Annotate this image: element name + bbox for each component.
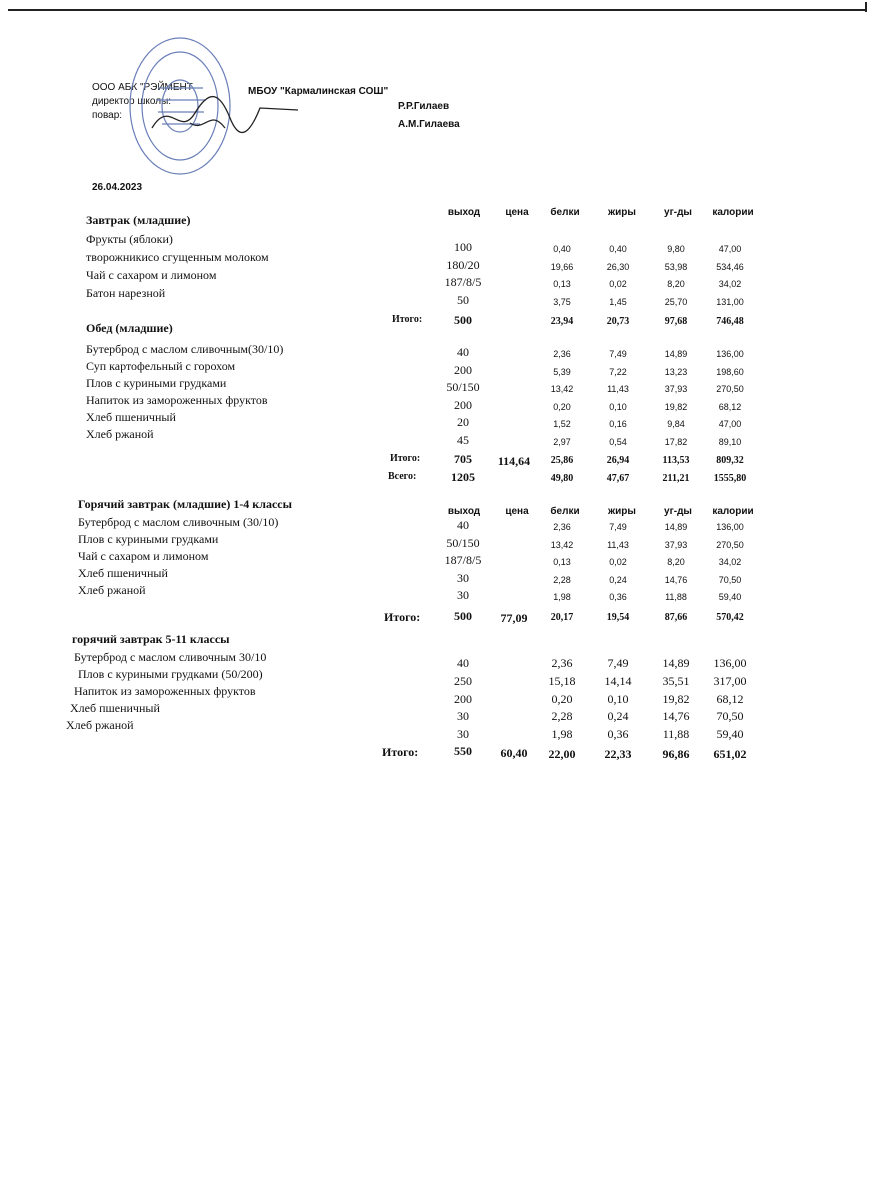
cell-protein: 13,42: [550, 384, 574, 394]
dish-name: Хлеб ржаной: [78, 583, 146, 597]
cell-output: 50: [457, 292, 469, 307]
director-label: директор школы:: [92, 96, 172, 107]
dish-name: Напиток из замороженных фруктов: [74, 684, 256, 698]
cell-protein: 3,75: [553, 296, 571, 307]
total-kcal: 809,32: [716, 455, 744, 466]
cell-kcal: 136,00: [716, 522, 744, 532]
cell-output: 30: [457, 727, 469, 742]
cell-carbs: 8,20: [667, 279, 685, 289]
cell-kcal: 59,40: [718, 592, 742, 602]
total-kcal: 570,42: [716, 612, 744, 623]
org-line: ООО АБК "РЭЙМЕНТ: [92, 82, 193, 93]
cell-fat: 26,30: [606, 261, 630, 272]
cell-protein: 0,13: [553, 279, 571, 289]
cell-protein: 0,13: [553, 557, 571, 567]
dish-name: Батон нарезной: [86, 286, 166, 300]
cell-carbs: 14,89: [664, 522, 688, 532]
page-corner-mark: [865, 2, 867, 12]
cell-kcal: 34,02: [718, 557, 742, 567]
column-header-protein: белки: [550, 506, 580, 517]
total-carbs: 87,66: [664, 612, 688, 623]
grand-total-fat: 47,67: [606, 473, 630, 484]
dish-name: Плов с куриными грудками: [78, 532, 219, 546]
total-protein: 20,17: [550, 612, 574, 623]
cell-protein: 2,36: [551, 656, 573, 670]
dish-name: Фрукты (яблоки): [86, 232, 173, 246]
column-header-price: цена: [505, 207, 529, 218]
total-price: 60,40: [500, 746, 528, 760]
cell-kcal: 270,50: [716, 539, 744, 550]
cell-carbs: 13,23: [664, 366, 688, 377]
total-carbs: 97,68: [664, 316, 688, 327]
cell-protein: 2,36: [553, 522, 571, 532]
dish-name: Чай с сахаром и лимоном: [78, 549, 209, 563]
dish-name: Бутерброд с маслом сливочным(30/10): [86, 342, 284, 356]
cell-fat: 7,49: [609, 522, 627, 532]
cell-output: 200: [454, 362, 472, 377]
cell-kcal: 89,10: [718, 436, 742, 447]
cell-kcal: 270,50: [716, 384, 744, 394]
cell-fat: 0,36: [607, 727, 629, 742]
dish-name: творожникисо сгущенным молоком: [86, 250, 269, 264]
total-label: Итого:: [384, 610, 421, 624]
cell-protein: 2,28: [553, 574, 571, 585]
cell-kcal: 131,00: [716, 296, 744, 307]
cell-fat: 11,43: [607, 539, 629, 550]
cell-output: 40: [457, 656, 469, 670]
cell-carbs: 35,51: [662, 673, 690, 688]
total-protein: 25,86: [550, 455, 574, 466]
cook-name: А.М.Гилаева: [398, 119, 460, 130]
cell-carbs: 14,76: [664, 574, 688, 585]
dish-name: Хлеб ржаной: [86, 427, 154, 441]
total-carbs: 96,86: [662, 747, 690, 761]
cell-carbs: 14,89: [664, 349, 688, 359]
cell-carbs: 9,84: [667, 419, 685, 429]
cell-output: 30: [457, 588, 469, 602]
total-kcal: 746,48: [716, 316, 744, 327]
cell-kcal: 34,02: [718, 279, 742, 289]
cell-protein: 15,18: [548, 673, 576, 688]
cell-protein: 0,20: [553, 401, 571, 412]
approval-date: 26.04.2023: [92, 182, 143, 193]
cell-output: 30: [457, 709, 469, 724]
cell-carbs: 14,89: [662, 656, 690, 670]
cell-fat: 7,49: [607, 656, 629, 670]
cell-fat: 0,16: [609, 419, 627, 429]
total-fat: 26,94: [606, 455, 630, 466]
cell-protein: 0,20: [551, 691, 573, 706]
cell-carbs: 8,20: [667, 557, 685, 567]
cell-output: 100: [454, 240, 472, 254]
cell-kcal: 47,00: [718, 419, 742, 429]
dish-name: Бутерброд с маслом сливочным (30/10): [78, 515, 279, 529]
dish-name: Суп картофельный с горохом: [86, 359, 236, 373]
cell-output: 45: [457, 432, 469, 447]
dish-name: Хлеб пшеничный: [70, 701, 160, 715]
cell-fat: 7,22: [609, 366, 627, 377]
cell-kcal: 47,00: [718, 244, 742, 254]
cell-carbs: 37,93: [664, 384, 688, 394]
dish-name: Бутерброд с маслом сливочным 30/10: [74, 650, 267, 664]
dish-name: Напиток из замороженных фруктов: [86, 393, 268, 407]
total-price: 114,64: [497, 454, 531, 468]
cell-output: 20: [457, 415, 469, 429]
cell-carbs: 19,82: [662, 691, 690, 706]
total-fat: 20,73: [606, 316, 630, 327]
column-header-price: цена: [505, 506, 529, 517]
cell-output: 200: [454, 691, 472, 706]
column-header-fat: жиры: [608, 506, 636, 517]
total-label: Итого:: [390, 453, 421, 464]
cell-protein: 2,97: [553, 436, 571, 447]
cell-protein: 19,66: [550, 261, 574, 272]
page-border-line: [8, 9, 866, 11]
total-fat: 19,54: [606, 612, 630, 623]
section-title: Завтрак (младшие): [86, 213, 191, 227]
cell-kcal: 68,12: [716, 691, 744, 706]
column-header-kcal: калории: [712, 506, 754, 517]
cell-kcal: 136,00: [713, 656, 747, 670]
section-title: Обед (младшие): [86, 321, 173, 335]
total-label: Итого:: [382, 745, 419, 759]
cell-protein: 0,40: [553, 244, 571, 254]
cell-fat: 7,49: [609, 349, 627, 359]
dish-name: Чай с сахаром и лимоном: [86, 268, 217, 282]
cell-fat: 14,14: [604, 673, 632, 688]
column-header-out: выход: [447, 207, 481, 218]
column-header-protein: белки: [550, 207, 580, 218]
total-protein: 22,00: [548, 747, 576, 761]
cell-kcal: 70,50: [718, 574, 742, 585]
cell-output: 250: [454, 673, 472, 688]
cell-fat: 0,40: [609, 244, 627, 254]
cell-output: 50/150: [446, 380, 480, 394]
grand-total-protein: 49,80: [550, 473, 574, 484]
cell-carbs: 25,70: [664, 296, 688, 307]
total-output: 705: [454, 452, 472, 466]
cell-kcal: 198,60: [716, 366, 744, 377]
cell-kcal: 534,46: [716, 261, 744, 272]
cell-protein: 1,98: [553, 592, 571, 602]
cell-kcal: 317,00: [713, 673, 747, 688]
cell-carbs: 19,82: [664, 401, 688, 412]
cook-label: повар:: [92, 110, 123, 121]
cell-fat: 0,02: [609, 557, 627, 567]
cell-fat: 0,24: [609, 574, 627, 585]
cell-fat: 0,10: [607, 691, 629, 706]
cell-output: 50/150: [446, 535, 480, 550]
signature-scribble: [150, 88, 300, 148]
cell-fat: 0,36: [609, 592, 627, 602]
dish-name: Плов с куриными грудками (50/200): [78, 667, 263, 681]
column-header-out: выход: [447, 506, 481, 517]
column-header-fat: жиры: [608, 207, 636, 218]
director-name: Р.Р.Гилаев: [398, 101, 450, 112]
cell-protein: 5,39: [553, 366, 571, 377]
cell-output: 40: [457, 345, 469, 359]
cell-carbs: 17,82: [664, 436, 688, 447]
dish-name: Хлеб пшеничный: [86, 410, 176, 424]
cell-kcal: 59,40: [716, 727, 744, 742]
dish-name: Хлеб пшеничный: [78, 566, 168, 580]
total-output: 500: [454, 313, 472, 327]
cell-fat: 1,45: [609, 296, 627, 307]
cell-carbs: 14,76: [662, 709, 690, 724]
cell-protein: 1,98: [551, 727, 573, 742]
grand-total-carbs: 211,21: [662, 473, 690, 484]
cell-output: 30: [457, 570, 469, 585]
cell-fat: 0,10: [609, 401, 627, 412]
grand-total-output: 1205: [451, 470, 475, 484]
dish-name: Хлеб ржаной: [66, 718, 134, 732]
total-fat: 22,33: [604, 747, 632, 761]
total-carbs: 113,53: [662, 455, 690, 466]
total-price: 77,09: [500, 611, 528, 625]
dish-name: Плов с куриными грудками: [86, 376, 227, 390]
cell-carbs: 11,88: [665, 592, 687, 602]
total-kcal: 651,02: [713, 747, 747, 761]
cell-fat: 0,24: [607, 709, 629, 724]
cell-carbs: 53,98: [664, 261, 688, 272]
column-header-kcal: калории: [712, 207, 754, 218]
cell-protein: 2,28: [551, 709, 573, 724]
grand-total-label: Всего:: [388, 471, 417, 482]
cell-output: 40: [457, 518, 469, 532]
cell-fat: 11,43: [607, 384, 629, 394]
cell-protein: 1,52: [553, 419, 571, 429]
cell-carbs: 37,93: [664, 539, 688, 550]
grand-total-kcal: 1555,80: [713, 473, 747, 484]
cell-protein: 2,36: [553, 349, 571, 359]
cell-kcal: 68,12: [718, 401, 742, 412]
cell-fat: 0,54: [609, 436, 627, 447]
section-title: горячий завтрак 5-11 классы: [72, 632, 230, 646]
total-label: Итого:: [392, 314, 423, 325]
total-output: 500: [454, 609, 472, 623]
cell-kcal: 70,50: [716, 709, 744, 724]
total-protein: 23,94: [550, 316, 574, 327]
cell-output: 200: [454, 397, 472, 412]
column-header-carbs: уг-ды: [664, 207, 692, 218]
cell-protein: 13,42: [550, 539, 574, 550]
school-name: МБОУ "Кармалинская СОШ": [248, 86, 389, 97]
column-header-carbs: уг-ды: [664, 506, 692, 517]
cell-output: 180/20: [446, 257, 480, 272]
section-title: Горячий завтрак (младшие) 1-4 классы: [78, 497, 292, 511]
cell-output: 187/8/5: [444, 275, 482, 289]
cell-kcal: 136,00: [716, 349, 744, 359]
cell-output: 187/8/5: [444, 553, 482, 567]
cell-carbs: 11,88: [662, 727, 690, 742]
cell-fat: 0,02: [609, 279, 627, 289]
total-output: 550: [454, 744, 472, 758]
cell-carbs: 9,80: [667, 244, 685, 254]
